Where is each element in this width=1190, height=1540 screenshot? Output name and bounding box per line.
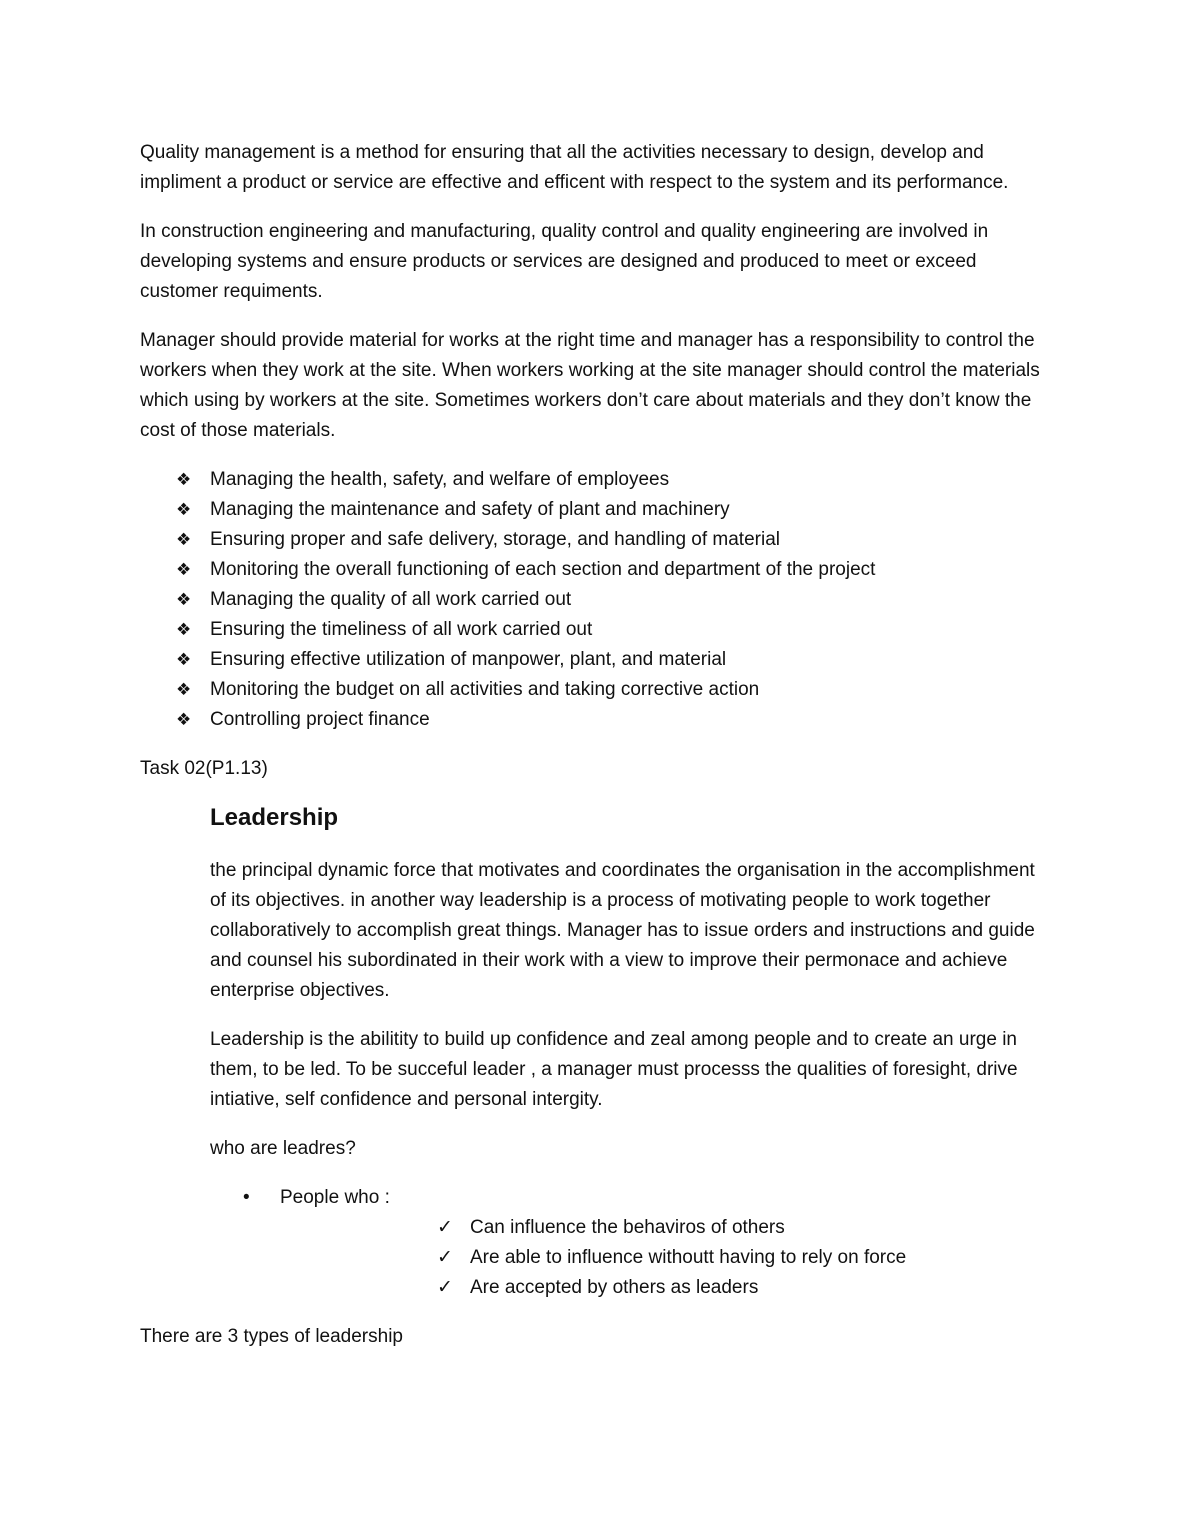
leadership-section — [210, 799, 1055, 1213]
leaders-question: who are leadres? — [210, 1138, 356, 1159]
checkmark-icon: ✓ — [437, 1247, 453, 1268]
list-item: ❖ Managing the health, safety, and welfare of employees — [140, 465, 1055, 495]
document-body — [140, 138, 1055, 1371]
diamond-bullet-icon: ❖ — [176, 620, 192, 639]
list-item: ✓ Are able to influence withoutt having to rely on force — [140, 1243, 1055, 1273]
list-item: • People who : — [210, 1183, 1055, 1213]
checkmark-icon: ✓ — [437, 1217, 453, 1238]
list-item: ❖ Managing the quality of all work carried out — [140, 585, 1055, 615]
paragraph-leadership-ability: Leadership is the abilitity to build up confidence and zeal among people and to create an urge in them, to be led. To be succeful leader , a manager must processs the qualities of foresight, drive intiative, self confidence and personal intergity. — [210, 1029, 1018, 1110]
diamond-bullet-icon: ❖ — [176, 530, 192, 549]
list-item: ❖ Ensuring the timeliness of all work carried out — [140, 615, 1055, 645]
diamond-bullet-icon: ❖ — [176, 650, 192, 669]
list-item: ❖ Controlling project finance — [140, 705, 1055, 735]
responsibilities-list — [140, 465, 1055, 735]
leadership-types-line: There are 3 types of leadership — [140, 1326, 403, 1347]
list-item: ✓ Can influence the behaviros of others — [140, 1213, 1055, 1243]
diamond-bullet-icon: ❖ — [176, 500, 192, 519]
task-label: Task 02(P1.13) — [140, 758, 268, 779]
leadership-heading: Leadership — [210, 804, 339, 831]
diamond-bullet-icon: ❖ — [176, 680, 192, 699]
list-item: ❖ Monitoring the budget on all activities and taking corrective action — [140, 675, 1055, 705]
paragraph-leadership-definition: the principal dynamic force that motivates and coordinates the organisation in the accomplishment of its objectives. in another way leadership is a process of motivating people to work together collaboratively to accomplish great things. Manager has to issue orders and instructions and guide and counsel his subordinated in their work with a view to improve their permonace and achieve enterprise objectives. — [210, 860, 1035, 1001]
diamond-bullet-icon: ❖ — [176, 560, 192, 579]
list-item: ❖ Ensuring proper and safe delivery, storage, and handling of material — [140, 525, 1055, 555]
diamond-bullet-icon: ❖ — [176, 590, 192, 609]
paragraph-manager-materials: Manager should provide material for works at the right time and manager has a responsibility to control the workers when they work at the site. When workers working at the site manager should control the materials which using by workers at the site. Sometimes workers don’t care about materials and they don’t know the cost of those materials. — [140, 330, 1040, 441]
leader-traits-list — [140, 1213, 1055, 1303]
list-item: ❖ Ensuring effective utilization of manpower, plant, and material — [140, 645, 1055, 675]
people-list — [210, 1183, 1055, 1213]
diamond-bullet-icon: ❖ — [176, 470, 192, 489]
paragraph-construction-engineering: In construction engineering and manufacturing, quality control and quality engineering are involved in developing systems and ensure products or services are designed and produced to meet or exceed customer requiments. — [140, 221, 989, 302]
list-item: ❖ Managing the maintenance and safety of plant and machinery — [140, 495, 1055, 525]
list-item: ✓ Are accepted by others as leaders — [140, 1273, 1055, 1303]
diamond-bullet-icon: ❖ — [176, 710, 192, 729]
checkmark-icon: ✓ — [437, 1277, 453, 1298]
bullet-dot-icon: • — [243, 1187, 250, 1208]
paragraph-quality-management: Quality management is a method for ensuring that all the activities necessary to design, develop and impliment a product or service are effective and efficent with respect to the system and its performance. — [140, 142, 1009, 193]
list-item: ❖ Monitoring the overall functioning of each section and department of the project — [140, 555, 1055, 585]
